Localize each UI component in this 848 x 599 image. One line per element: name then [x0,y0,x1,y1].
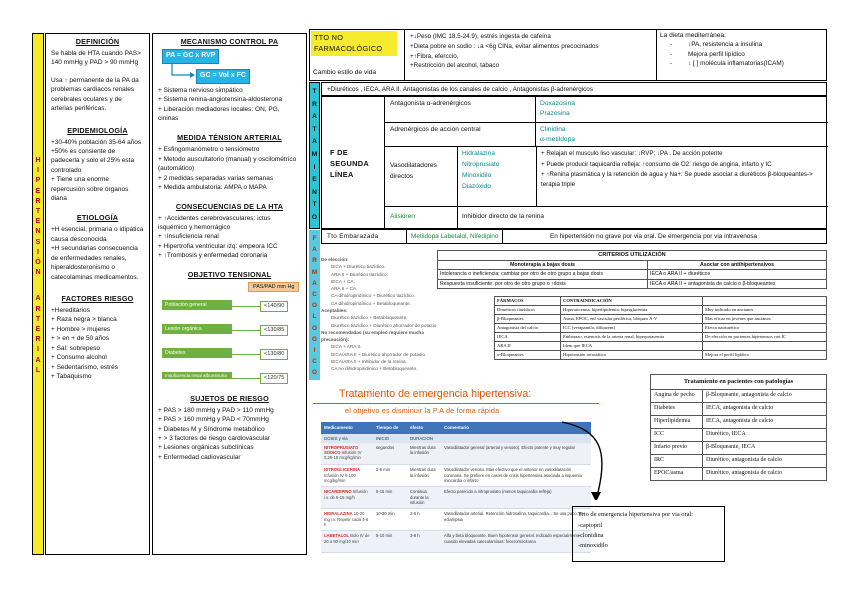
epidemiologia-item: + Tiene una enorme repercusión sobre órganos diana [51,176,129,203]
emergencia-drug-name: HIDRALAZINA [324,511,353,517]
vasodilatador-effect: + ↑Renina plasmática y la retención de agua y Na+: Se puede asociar a diuréticos β-bloqueantes-> terapia triple [541,171,813,188]
objetivo-row [162,300,302,314]
sujeto-item: + PAS > 160 mmHg y PAD < 70mmHg [158,416,269,424]
emergencia-cell: 2-5 min [373,465,407,487]
combinacion-no-recomendada: IECA + ARA II. [331,344,362,350]
etiologia-list [51,225,144,282]
tratamiento-vertical [309,82,320,229]
vertical-letter: E [35,326,41,334]
emergencia-drug-name: NITROGLICERINA [324,467,361,473]
vertical-letter: E [35,187,41,195]
contra-cell [703,341,827,350]
farmacologico-vertical [309,230,320,380]
patologia-row [651,468,827,481]
contra-cell: Mas eficaz en jóvenes que ancianos [703,314,827,323]
sujeto-item: + Diabetes M y Síndrome metabólico [158,425,265,433]
alpha-drug-0: Doxazosina [540,100,575,107]
vertical-title-strip [32,33,44,555]
criterios-table [437,250,827,289]
primera-linea-text: +Diuréticos , IECA, ARA II. Antagonistas de los canales de calcio , Antagonistas β-adrenérgicos [327,86,593,93]
vertical-title-word-arterial [33,294,43,376]
contra-cell: Idem que IECA [561,341,703,350]
emergencia-drug-dose: Bolo IV de 20 a 80 mg/10 min [324,533,370,544]
tto-no-items [410,32,652,71]
factores-list [51,306,144,381]
epidemiologia-list [51,138,144,204]
adrenergicos-drug-0: Clinidina [540,126,566,133]
vertical-letter: N [35,228,41,236]
primera-linea [321,82,827,96]
consecuencia-item: + ↑Accidentes cerebrovasculares: ictus isquémico y hemorrágico [158,214,271,231]
dieta-item [660,50,824,59]
patologia-name: Diabetes [651,403,703,416]
vertical-letter: L [35,366,41,374]
vertical-letter: R [35,336,41,344]
emergencia-cell [321,531,373,553]
dieta-dash: - [670,50,673,58]
vertical-letter: H [35,157,41,164]
patologia-name: Infarto previo [651,442,703,455]
objetivo-value: <130/85 [260,325,288,336]
factor-item: + Sal: sobrepeso [51,344,100,352]
emergencia-drug-name: LABETALOL [324,533,350,539]
sujeto-item: + Enfermedad cadiovascular [158,453,241,461]
emergencia-header: Comentario [444,425,470,430]
vasodilatador-drug: Nitroprusiato [462,160,500,168]
criterios-r1a: Intolerancia o ineficiencia: cambiar por otro de otro grupo a bajas dosis [438,270,648,280]
tratamiento-letter: N [312,188,317,196]
vertical-letter: T [35,208,41,216]
contra-cell: ICC (verapamilo, diltiazem) [561,323,703,332]
criterios-r2b: IECA o ARA II + antagonista de calcio o β-bloqueantes [648,279,827,289]
objetivo-row [162,372,302,386]
objetivo-label: Diabetes [162,348,232,359]
contra-cell: ARA II [495,341,561,350]
vertical-letter: P [35,177,41,185]
combinacion-eleccion: ARA II + Diurético tiazídico. [331,271,388,277]
criterios-r1b: IECA o ARA II + diuréticos [648,270,827,280]
factor-item: + Tabaquismo [51,372,92,380]
objetivo-label: Lesión orgánica [162,324,232,335]
emergencia-drug-dose: 10-20 mg i.v. Repetir cada 4-6 h [324,511,369,527]
combinacion-eleccion: CA dihidropiridínico + Betabloqueante. [331,300,411,306]
emergencia-cell: Alfa y beta bloqueante. Buen hipotensor general. Indicado especialmente cuando elevadas catecolaminas: feocromocitoma [441,531,591,553]
farmacologico-letter: G [312,335,317,343]
combinacion-no-recomendada: IECA/ARA II + Diurético ahorrador de potasio. [331,351,427,357]
contra-cell: Mejora el perfil lipídico [703,350,827,359]
vertical-letter: E [35,218,41,226]
contra-row [495,341,827,350]
vasodilatador-effect: + Relajan el musculo liso vascular: ↓RVP; ↓PA . De acción potente [541,150,723,157]
emergencia-cell: Mientras dura la infusión [407,465,441,487]
sujeto-item: + PAS > 180 mmHg y PAD > 110 mmHg [158,406,274,414]
embarazada-drugs: Metildopa Labetalol, Nifedipino [406,230,503,243]
factores-title: FACTORES RIESGO [61,294,134,304]
emergencia-header: Medicamento [324,425,353,430]
emergencia-title: Tratamiento de emergencia hipertensiva: [339,388,532,400]
aliskiren-label: Aliskiren [390,213,415,220]
emergencia-cell: 2-6 h [407,509,441,531]
objetivo-table [158,282,301,388]
formula-pa: PA = GC x RVP [162,49,219,64]
patologia-row [651,455,827,468]
farmacologico-letter: I [313,347,316,355]
combinacion-eleccion: IECA + CA. [331,278,355,284]
mecanismo-title: MECANISMO CONTROL PA [180,37,279,46]
adrenergicos-row [385,123,828,147]
contra-row [495,323,827,332]
medida-item: + Metodo auscultatorio (manual) y oscilométrico (automático) [158,155,297,173]
emergencia-header: Tiempo de [376,425,399,430]
vertical-letter: Ó [35,259,41,267]
emergencia-cell [321,443,373,465]
emergencia-drug-dose: Infusión IV 0,25-10 mcg/kg/min [324,450,362,461]
tto-no-item: +↓Peso (IMC 18.5-24.9), estrés ingesta de cafeína [410,33,551,40]
contra-h1: FÁRMACOS [495,297,561,306]
farmacologico-letter: F [312,235,317,242]
tratamiento-letter: R [312,100,317,108]
cambio-estilo: Cambio estilo de vida [313,69,377,76]
patologia-tto: Diurético, antagonista de calcio [703,468,827,481]
emergencia-table [321,422,591,553]
objetivo-value: <120/75 [260,373,288,384]
oral-item: -minoxidilo [578,542,608,550]
dieta-mediterranea [656,30,827,80]
emergencia-header: efecto [410,425,424,430]
farmacologico-letter: A [312,279,317,287]
patologia-tto: Diurético, antagonista de calcio [703,455,827,468]
dieta-item [660,40,824,49]
contra-cell: Antagonista del calcio [495,323,561,332]
emergencia-drug-dose: Infusión i.v. de 5-15 mg/h [324,489,368,500]
objetivo-connector [232,354,260,355]
emergencia-cell: segundos [373,443,407,465]
dieta-dash: - [670,59,673,67]
contra-cell: Hipotensión ortostática [561,350,703,359]
tratamiento-letter: A [312,113,317,121]
objetivo-title: OBJETIVO TENSIONAL [187,269,272,279]
contra-cell: β-Bloqueantes [495,314,561,323]
definicion-text-2: Usa ↑ permanente de la PA da problemas cardiacos renales cerebrales oculares y de arterias periféricas. [51,76,139,113]
oral-item: -captopril [578,522,603,529]
patologia-tto: IECA, antagonista de calcio [703,416,827,429]
alpha-row [385,97,828,123]
sujetos-title: SUJETOS DE RIESGO [190,393,269,403]
adrenergicos-drug-1: α-metildopa [540,136,576,144]
sujeto-item: + Lesiones orgánicas subclínicas [158,444,254,452]
objetivo-label: Insuficiencia renal albuminuria [162,372,232,379]
factor-item: + > en + de 50 años [51,335,110,343]
vertical-letter: R [35,305,41,313]
mecanismo-item: + Sistema nervioso simpático [158,86,243,94]
column-definicion [45,33,150,555]
aliskiren-desc: Inhibidor directo de la renina [462,213,545,220]
contra-cell: Embarazo, estenosis de la arteria renal, hiperpotasemia [561,332,703,341]
emergencia-subheader: INICIO [376,435,390,441]
contra-cell: Hiperuricemia, hiperlipidemia, hiperglucemia [561,305,703,314]
emergencia-cell: Efecto parecido a nitroprusiato (menos taquicardia refleja) [441,487,591,509]
embarazada-label: Tto Embarazada [327,233,379,240]
patologia-row [651,429,827,442]
emergencia-cell: 5-10 min [373,531,407,553]
criterios-r2a: Respuesta insuficiente: por otro de otro grupo o ↑dosis [438,279,648,289]
objetivo-connector [232,378,260,379]
medida-list [158,145,301,192]
factor-item: + Hombre > mujeres [51,325,111,333]
definicion-title: DEFINICIÓN [75,37,120,46]
emergencia-row [321,509,591,531]
mecanismo-item: + Liberación mediadores locales: ON, PG, cininas [158,105,280,123]
emergencia-subheader: DOSIS y vía [324,435,348,441]
objetivo-connector [232,306,260,307]
emergencia-row [321,443,591,465]
factor-item: + Sedentarismo, estrés [51,363,119,371]
patologia-name: IRC [651,455,703,468]
emergencia-row [321,531,591,553]
epidemiologia-title: EPIDEMIOLOGÍA [67,125,128,135]
patologia-row [651,442,827,455]
consecuencias-list [158,214,301,261]
farmacologico-letter: C [312,358,317,366]
formula-arrow [158,64,301,82]
emergencia-cell: 3-6 h [407,531,441,553]
objetivo-row [162,324,302,338]
vertical-letter: I [37,248,39,256]
patologia-tto: IECA, antagonista de calcio [703,403,827,416]
vertical-letter: T [35,315,41,323]
factor-item: +Hereditarios [51,307,90,315]
dieta-text: ↓PA, resistencia a insulina [688,41,763,49]
emergencia-subheader: DURACION [410,435,433,441]
emergencia-cell [321,509,373,531]
contra-cell: Efecto natriurético [703,323,827,332]
farmacologico-letter: M [311,268,318,276]
patologia-name: Hiperlipidemia [651,416,703,429]
medida-item: + 2 medidas separadas varias semanas [158,174,274,182]
oral-item: -clonidina [578,532,604,540]
criterios-h1: Monoterapia a bajas dosis [438,260,648,270]
tratamiento-letter: O [311,213,318,221]
vertical-letter: N [35,269,41,277]
combinacion-no-recomendada: CA no dihidropiridínico + Betabloqueante. [331,366,418,372]
objetivo-label: Población general [162,300,232,311]
consecuencia-item: + ↑Insuficiencia renal [158,233,219,241]
emergencia-underline [313,403,599,404]
emergencia-row [321,487,591,509]
emergencia-cell: 10-30 min [373,509,407,531]
tto-no-item: +↑Fibra, eferccio, [410,52,459,60]
tto-no-title: TTO NO FARMACOLÓGICO [311,31,397,56]
eleccion-title: De elección: [321,257,349,262]
contra-cell: IECA [495,332,561,341]
contra-cell: Muy indicado en ancianos [703,305,827,314]
contra-row [495,314,827,323]
combinacion-eleccion: ARA II + CA. [331,286,358,292]
dieta-dash: - [670,41,673,49]
aliskiren-row [385,207,828,229]
combinacion-aceptable: Diurético tiazídico + Diurético ahorrador de potasio. [331,322,438,328]
factor-item: + Consumo alcohol [51,354,107,362]
patologia-tto: β-Bloqueante, IECA [703,442,827,455]
adrenergicos-label: Adrenérgicos de acción central [390,126,481,133]
embarazada-text: En hipertensión no grave por via oral. De emergencia por via intravenosa [550,233,758,240]
patologia-name: EPOC/asma [651,468,703,481]
vertical-letter: R [35,197,41,205]
column-mecanismo [152,33,307,555]
vertical-letter: A [35,295,41,303]
factor-item: + Raza negra > blanca [51,316,117,324]
patologia-name: ICC [651,429,703,442]
epidemiologia-item: +50% es consiente de padecerla y solo el 25% esta controlado [51,147,135,174]
arrow-to-oral [560,420,660,500]
emergencia-cell: Vasodilatador arterial. Retención hidrosalina, taquicardia... Se usa poco, en eclampsia [441,509,591,531]
farmacologico-letter: O [312,302,317,310]
etiologia-item: +H esencial, primaria o idipática causa desconocida [51,226,144,243]
farmacologico-letter: L [312,313,317,321]
patologias-title: Tratamiento en pacientes con patologías [651,375,827,390]
consecuencias-title: CONSECUENCIAS DE LA HTA [175,201,284,211]
contra-row [495,350,827,359]
objetivo-header: PAS/PAD mm Hg [248,282,299,293]
vasodilatador-drug: Diazóxido [462,182,491,190]
mecanismo-list [158,86,301,124]
tratamiento-letter: T [312,125,317,133]
combinacion-no-recomendada: IECA/ARA II + Inhibidor de la renina. [331,358,407,364]
tto-embarazada [321,229,827,244]
emergencia-cell: 5-15 min [373,487,407,509]
contra-cell: De elección en pacientes hipertensos con IC [703,332,827,341]
emergencia-row [321,465,591,487]
farmacologico-letter: A [312,246,317,254]
emergencia-subtitle: el objetivo es disminuir la P.A de forma rápida [345,406,500,415]
emergencia-cell [321,465,373,487]
emergencia-cell: Continua durante la infusión [407,487,441,509]
farmacologico-letter: O [312,369,317,377]
combinacion-eleccion: CA dihidropiridínico + Diurético tiazídico. [331,293,416,299]
etiologia-item: +H secundarias consecuencia de enfermedades renales, hiperaldosteronismo o catecolaminas medicamentos. [51,245,139,281]
emergencia-cell: Vasodilatador general (arterial y venoso). Efecto potente y muy regular [441,443,591,465]
consecuencia-item: + Hipertrofia ventricular izq: empeora ICC [158,242,278,250]
medida-title: MEDIDA TÉNSION ARTERIAL [177,133,282,143]
dieta-text: ↓ [ ] molécula inflamatorias(ICAM) [688,59,784,67]
combinaciones-list [321,256,451,373]
aceptables-title: Aceptables: [321,307,348,313]
vertical-title-word-hipertension [33,156,43,278]
tratamiento-letter: T [312,201,317,209]
tto-no-label-box [310,30,405,80]
farmacologico-letter: C [312,291,317,299]
segunda-label: F DE SEGUNDA LÍNEA [330,148,369,180]
sujeto-item: + > 3 factores de riesgo cardiovascular [158,434,271,442]
patologia-tto: Diurético, IECA [703,429,827,442]
vasodilatador-drug: Minoxidilo [462,171,492,179]
vasodilatadores-label: Vasodilatadores directos [390,162,437,180]
consecuencia-item: + ↑Trombosis y enfermedad coronaria [158,252,268,260]
tratamiento-letter: A [312,138,317,146]
emergencia-cell: Mientras dura la infusión [407,443,441,465]
alpha-label: Antagonista α-adrenérgicos [390,100,471,107]
emergencia-cell: Vasodilatador venoso. Más efectivo que el anterior en vasodilatación coronaria. Se prefiere en casos de crisis hipertensiva asociada a isquemia miocardia o infarto [441,465,591,487]
vertical-letter: A [35,356,41,364]
dieta-title: La dieta mediterránea: [660,32,726,39]
patologias-table [650,374,827,481]
dieta-item [660,59,824,68]
farmacologico-letter: R [312,257,317,265]
no-recomendadas-title: No recomendadas (su empleo requiere mucha precaución): [321,329,424,343]
combinacion-aceptable: Diurético tiazídico + Betabloqueante. [331,315,408,321]
vertical-letter: S [35,238,41,246]
etiologia-title: ETIOLOGÍA [76,213,119,223]
criterios-h2: Asociar con antihipertensivos [648,260,827,270]
contra-h2: CONTRAINDICACIÓN [561,297,703,306]
vasodilatador-drug: Hidralazina [462,150,495,157]
emergencia-cell [321,487,373,509]
patologia-row [651,390,827,403]
sujetos-list [158,406,301,463]
oral-title: Trto de emergencia hipertensiva por via oral: [578,511,693,518]
contra-cell: Asma, EPOC, enf vascular periférica, bloqueo A-V [561,314,703,323]
contraindicaciones-table [494,296,827,360]
combinacion-eleccion: IECA + Diurético tiazídico. [331,264,386,270]
contra-cell: Diuréticos tiazídicos [495,305,561,314]
patologia-name: Angina de pecho [651,390,703,403]
contra-row [495,305,827,314]
epidemiologia-item: +30-40% población 35-64 años [51,138,142,146]
vertical-letter: I [37,167,39,175]
tratamiento-letter: T [312,88,317,95]
emergencia-drug-name: NITROPRUSIATO SODICO [324,444,359,456]
definicion-text: Se habla de HTA cuando PAS> 140 mmHg y PAD > 90 mmHg [51,50,141,67]
emergencia-drug-name: NICARDIPINO [324,489,352,495]
segunda-linea [321,96,827,229]
objetivo-value: <140/90 [260,301,288,312]
tratamiento-letter: I [313,163,316,171]
contra-row [495,332,827,341]
tto-no-farmacologico [309,29,827,81]
patologia-row [651,416,827,429]
objetivo-row [162,348,302,362]
tratamiento-letter: M [311,150,318,158]
formula-gc: GC = Vol x FC [196,69,250,84]
farmacologico-letter: O [312,324,317,332]
medida-item: + Esfingomanómetro o tensiómetro [158,146,260,154]
vasodilatadores-row [385,147,828,207]
objetivo-connector [232,330,260,331]
alpha-drug-1: Prazosina [540,110,570,118]
objetivo-value: <130/80 [260,349,288,360]
vertical-letter: I [37,346,39,354]
vasodilatador-effect: + Puede producir taquicardia refleja: ↑consumo de O2: riesgo de angina, infarto y IC [541,160,772,168]
oral-box [572,506,725,562]
patologia-row [651,403,827,416]
contra-cell: α-Bloqueantes [495,350,561,359]
criterios-title: CRITERIOS UTILIZACIÓN [438,251,827,261]
tto-no-item: +Restricción del alcohol, tabaco [410,62,500,70]
patologia-tto: β-Bloqueante, antagonista de calcio [703,390,827,403]
tto-no-item: +Dieta pobre en sodio : ↓a <6g ClNa, evitar alimentos precocinados [410,42,599,50]
tratamiento-letter: E [312,176,317,184]
emergencia-drug-dose: Infusión IV 5-100 mcg/kg/min [324,472,356,483]
dieta-text: Mejora perfil lipídico [688,50,745,58]
mecanismo-item: + Sistema renina-angiotensina-aldosterona [158,96,283,104]
medida-item: + Medida ambulatoria: AMPA o MAPA [158,184,267,192]
